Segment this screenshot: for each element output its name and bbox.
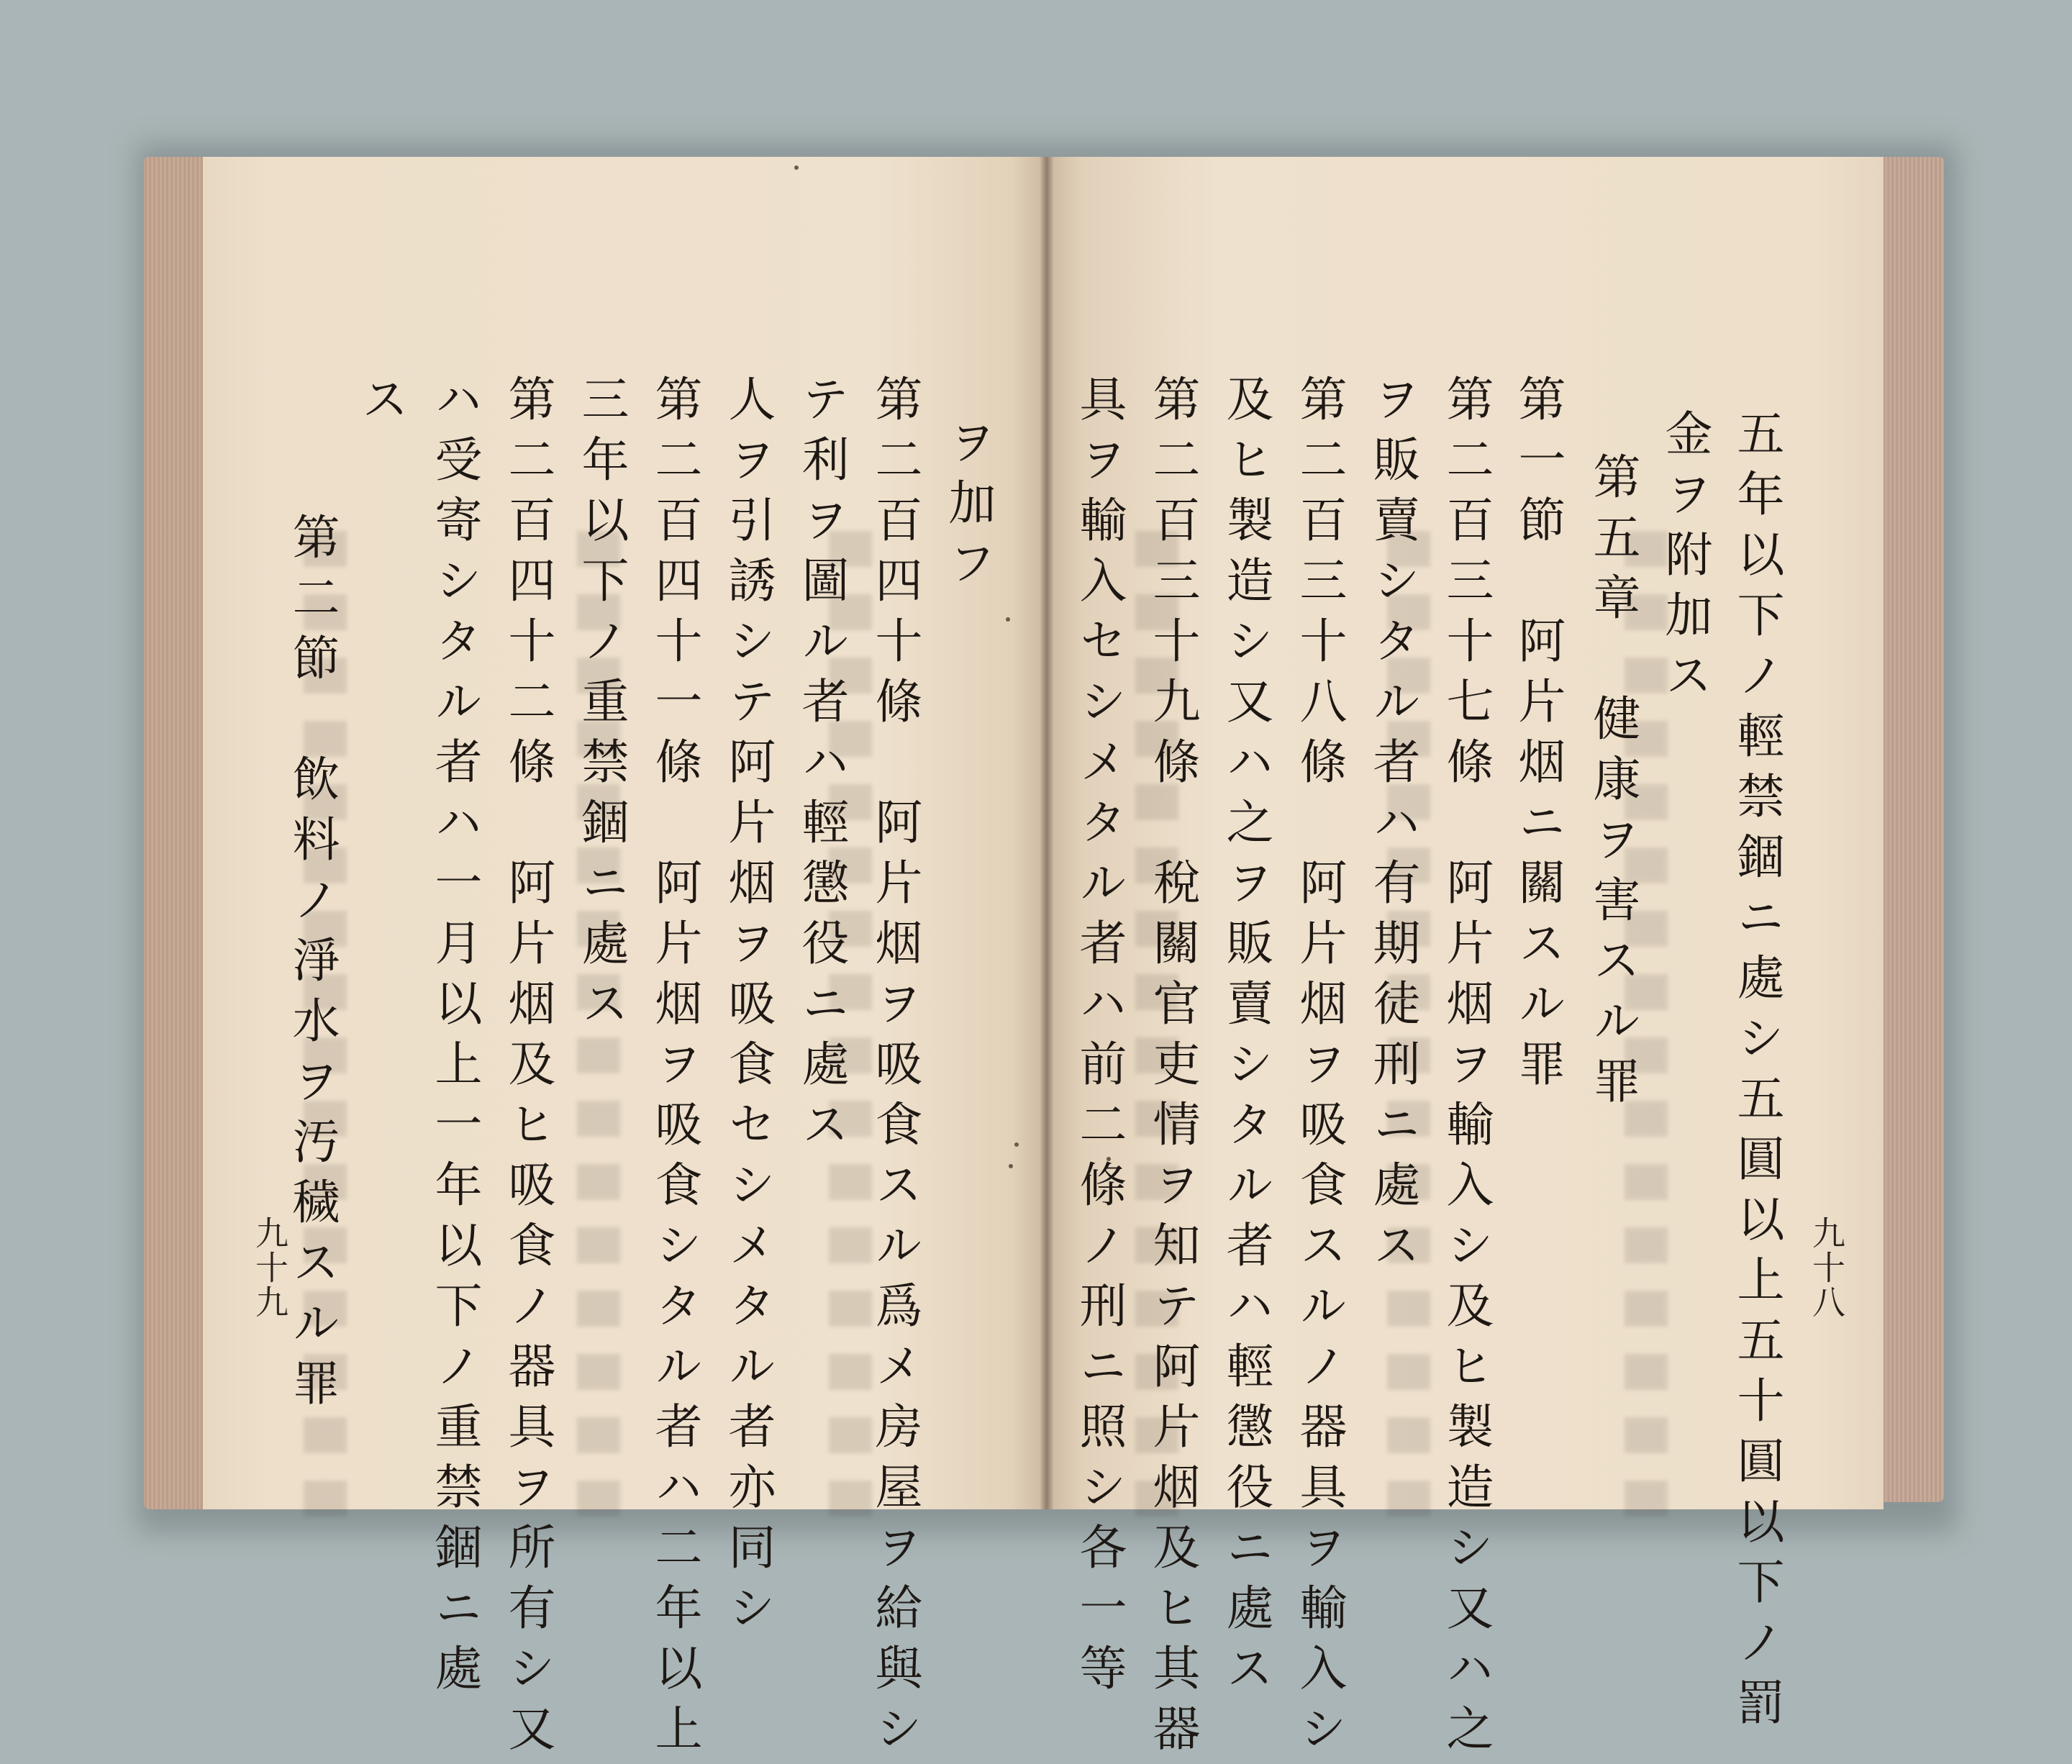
left-page-column-9: ス [353,374,409,435]
left-page-column-5: 第二百四十一條 阿片烟ヲ吸食シタル者ハ二年以上 [647,374,702,1764]
section-heading: 第一節 阿片烟ニ關スル罪 [1510,374,1566,1099]
folio-right: 九十八 [1807,1216,1846,1319]
right-page-column-10: 具ヲ輸入セシメタル者ハ前二條ノ刑ニ照シ各一等 [1071,374,1127,1704]
section-2-heading: 第二節 飲料ノ淨水ヲ汚穢スル罪 [284,512,340,1419]
right-page-column-8: 及ヒ製造シ又ハ之ヲ販賣シタル者ハ輕懲役ニ處ス [1218,374,1273,1704]
left-page-column-4: 人ヲ引誘シテ阿片烟ヲ吸食セシメタル者亦同シ [720,374,776,1643]
left-page-column-3: テ利ヲ圖ル者ハ輕懲役ニ處ス [794,374,849,1160]
left-page-column-7: 第二百四十二條 阿片烟及ヒ吸食ノ器具ヲ所有シ又 [500,374,555,1764]
right-page-column-7: 第二百三十八條 阿片烟ヲ吸食スルノ器具ヲ輸入シ [1291,374,1347,1764]
left-page-column-6: 三年以下ノ重禁錮ニ處ス [573,374,629,1039]
chapter-heading: 第五章 健康ヲ害スル罪 [1585,452,1640,1117]
left-page-column-1: ヲ加フ [940,417,996,599]
book-gutter [1040,157,1053,1509]
right-page-column-5: 第二百三十七條 阿片烟ヲ輸入シ及ヒ製造シ又ハ之 [1438,374,1494,1764]
right-page-column-2: 金ヲ附加ス [1657,409,1712,711]
left-page-edges [144,157,209,1509]
left-page-column-8: ハ受寄シタル者ハ一月以上一年以下ノ重禁錮ニ處 [427,374,482,1704]
right-page-column-9: 第二百三十九條 稅關官吏情ヲ知テ阿片烟及ヒ其器 [1145,374,1200,1764]
right-page-column-6: ヲ販賣シタル者ハ有期徒刑ニ處ス [1365,374,1420,1281]
left-page-column-2: 第二百四十條 阿片烟ヲ吸食スル爲メ房屋ヲ給與シ [867,374,922,1764]
folio-left: 九十九 [250,1216,289,1319]
right-page-column-1: 五年以下ノ輕禁錮ニ處シ五圓以上五十圓以下ノ罰 [1729,409,1784,1738]
right-page-edges [1878,157,1944,1502]
